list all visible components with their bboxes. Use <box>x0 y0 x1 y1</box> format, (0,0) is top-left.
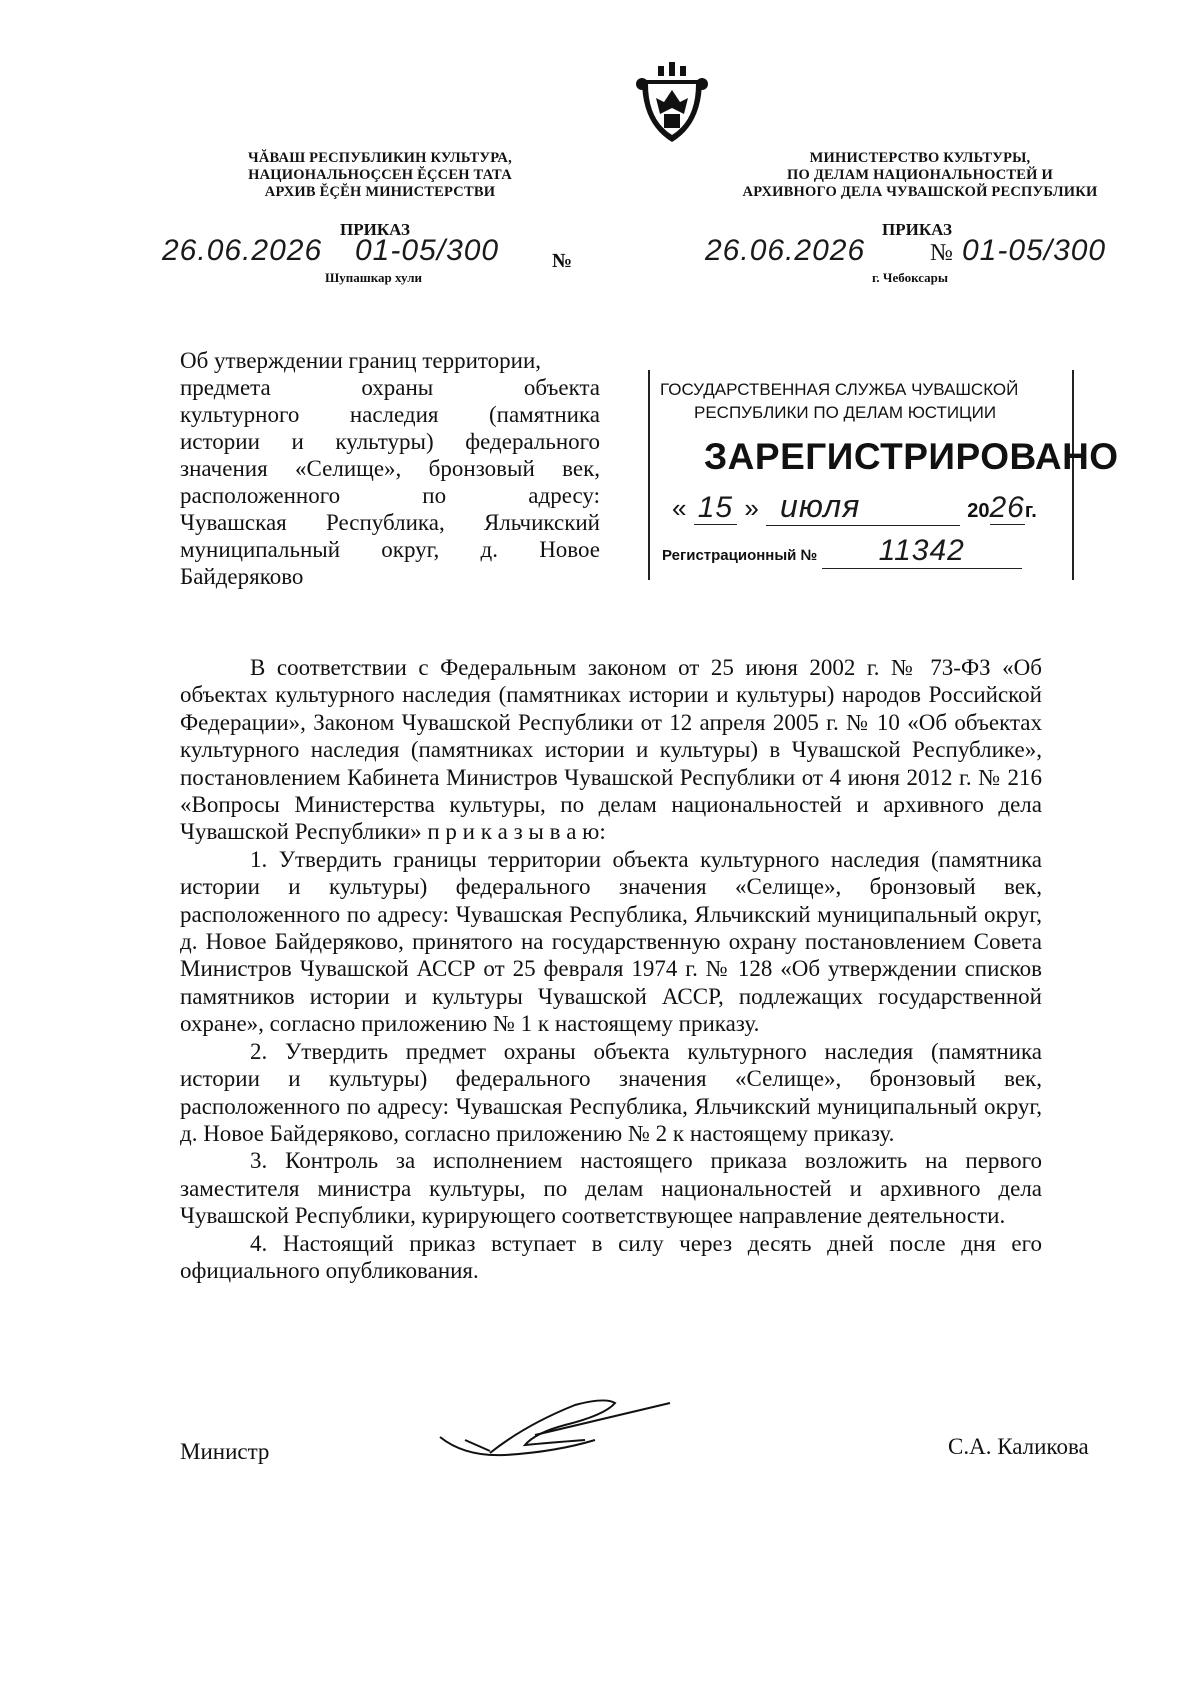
stamp-day: 15 <box>694 491 737 525</box>
header-left-org <box>210 150 550 201</box>
handwritten-number-left: 01-05/300 <box>355 234 500 267</box>
place-left: Шупашкар хули <box>325 270 422 285</box>
body-paragraph: 4. Настоящий приказ вступает в силу через десять дней после дня его официального опубликования. <box>180 1230 1042 1283</box>
title-line: значения «Селище», бронзовый век, <box>180 456 600 481</box>
stamp-quote-open: « <box>672 493 687 523</box>
place-right: г. Чебоксары <box>872 270 949 285</box>
handwritten-date-left: 26.06.2026 <box>162 234 323 267</box>
stamp-year-suffix: 26 <box>989 491 1025 524</box>
stamp-quote-close: » <box>744 493 759 523</box>
org-line: АРХИВ ĔÇĔН МИНИСТЕРСТВИ <box>264 184 496 200</box>
stamp-reg-row <box>662 534 1062 569</box>
title-line: культурного наследия (памятника <box>180 402 600 427</box>
org-line: ЧĂВАШ РЕСПУБЛИКИН КУЛЬТУРА, <box>248 150 512 166</box>
title-line: Об утверждении границ территории, <box>180 348 542 373</box>
stamp-line-2: РЕСПУБЛИКИ ПО ДЕЛАМ ЮСТИЦИИ <box>694 403 997 422</box>
org-line: МИНИСТЕРСТВО КУЛЬТУРЫ, <box>809 150 1031 166</box>
handwritten-number-right: 01-05/300 <box>962 234 1107 267</box>
doc-type-right: ПРИКАЗ <box>882 220 952 239</box>
registration-stamp <box>648 370 1119 580</box>
body-paragraph: 2. Утвердить предмет охраны объекта культурного наследия (памятника истории и культуры) федерального значения «Селище», бронзовый век, расположенного по адресу: Чувашская Республика, Яльчикский муниципальный округ, д. Новое Байдеряково, согласно приложению № 2 к настоящему приказу. <box>180 1038 1042 1146</box>
title-line: расположенного по адресу: <box>180 483 600 508</box>
document-title <box>180 347 600 590</box>
coat-of-arms-icon <box>634 62 710 144</box>
stamp-month: июля <box>766 488 960 526</box>
doc-type-left: ПРИКАЗ <box>340 220 410 239</box>
handwritten-date-right: 26.06.2026 <box>705 234 866 267</box>
body-paragraph: 3. Контроль за исполнением настоящего приказа возложить на первого заместителя министра культуры, по делам национальностей и архивного дела Чувашской Республики, курирующего соответствующее направление деятельности. <box>180 1148 1042 1229</box>
org-line: АРХИВНОГО ДЕЛА ЧУВАШСКОЙ РЕСПУБЛИКИ <box>742 184 1098 200</box>
title-line: Байдеряково <box>180 564 304 589</box>
body-paragraph: 1. Утвердить границы территории объекта культурного наследия (памятника истории и культуры) федерального значения «Селище», бронзовый век, расположенного по адресу: Чувашская Республика, Яльчикский муниципальный округ, д. Новое Байдеряково, принятого на государственную охрану постановлением Совета Министров Чувашской АССР от 25 февраля 1974 г. № 128 «Об утверждении списков памятников истории и культуры Чувашской АССР, подлежащих государственной охране», согласно приложению № 1 к настоящему приказу. <box>180 846 1042 1037</box>
number-sign-left: № <box>552 250 573 272</box>
body-paragraph: В соответствии с Федеральным законом от 25 июня 2002 г. № 73-ФЗ «Об объектах культурного наследия (памятниках истории и культуры) народов Российской Федерации», Законом Чувашской Республики от 12 апреля 2005 г. № 10 «Об объектах культурного наследия (памятниках истории и культуры) в Чувашской Республике», постановлением Кабинета Министров Чувашской Республики от 4 июня 2012 г. № 216 «Вопросы Министерства культуры, по делам национальностей и архивного дела Чувашской Республики» п р и к а з ы в а ю: <box>180 655 1042 845</box>
title-line: предмета охраны объекта <box>180 375 600 400</box>
stamp-line-1: ГОСУДАРСТВЕННАЯ СЛУЖБА ЧУВАШСКОЙ <box>660 380 1019 399</box>
handwritten-signature-icon <box>435 1395 675 1475</box>
stamp-year-end: г. <box>1024 500 1037 522</box>
stamp-status: ЗАРЕГИСТРИРОВАНО <box>704 436 1119 477</box>
stamp-date-row <box>672 488 1062 526</box>
stamp-year-prefix: 20 <box>967 500 990 522</box>
org-line: НАЦИОНАЛЬНОÇСЕН ĔÇСЕН ТАТА <box>248 167 512 183</box>
title-line: истории и культуры) федерального <box>180 429 600 454</box>
title-line: Чувашская Республика, Яльчикский <box>180 510 600 535</box>
org-line: ПО ДЕЛАМ НАЦИОНАЛЬНОСТЕЙ И <box>787 167 1053 183</box>
signatory-position: Министр <box>180 1439 270 1464</box>
signatory-name: С.А. Каликова <box>948 1434 1089 1459</box>
stamp-reg-number: 11342 <box>822 534 1022 569</box>
number-sign-right: № <box>930 240 953 266</box>
header-right-org <box>720 150 1120 201</box>
stamp-reg-label: Регистрационный № <box>662 547 818 564</box>
title-line: муниципальный округ, д. Новое <box>180 537 600 562</box>
document-body <box>180 654 1042 1284</box>
